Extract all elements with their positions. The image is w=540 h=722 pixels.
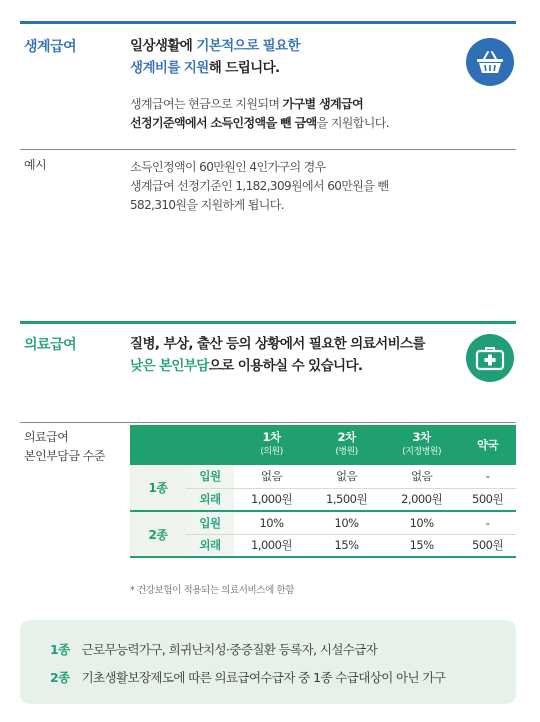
value-cell: 500원 [459, 534, 516, 557]
first-aid-kit-icon [466, 334, 514, 382]
table-header-cell: 3차 (지정병원) [384, 425, 459, 465]
table-header-grade [130, 425, 186, 465]
copay-note: * 건강보험이 적용되는 의료서비스에 한함 [130, 585, 295, 596]
value-cell: 10% [309, 511, 384, 534]
table-header-cell: 2차 (병원) [309, 425, 384, 465]
table-header-cell: 약국 [459, 425, 516, 465]
basket-icon [466, 38, 514, 86]
value-cell: 없음 [309, 465, 384, 488]
livelihood-headline: 일상생활에 기본적으로 필요한 생계비를 지원해 드립니다. [130, 38, 300, 76]
grade-definition-1: 1종 근로무능력가구, 희귀난치성·중증질환 등록자, 시설수급자 [50, 642, 378, 657]
grade-cell: 2종 [130, 511, 186, 557]
value-cell: 1,000원 [234, 534, 309, 557]
table-row [130, 465, 516, 488]
example-label: 예시 [24, 158, 47, 172]
section-divider-medical [20, 321, 516, 324]
type-cell: 외래 [186, 488, 234, 511]
value-cell: 없음 [384, 465, 459, 488]
value-cell: - [459, 465, 516, 488]
value-cell: 15% [384, 534, 459, 557]
value-cell: 1,000원 [234, 488, 309, 511]
section-title-livelihood: 생계급여 [24, 39, 77, 55]
value-cell: 10% [384, 511, 459, 534]
section-divider-livelihood [20, 21, 516, 24]
grade-cell: 1종 [130, 465, 186, 511]
value-cell: 1,500원 [309, 488, 384, 511]
section-title-medical: 의료급여 [24, 337, 77, 353]
medical-headline: 질병, 부상, 출산 등의 상황에서 필요한 의료서비스를 낮은 본인부담으로 이용하실 수 있습니다. [130, 336, 425, 374]
grade-definition-2: 2종 기초생활보장제도에 따른 의료급여수급자 중 1종 수급대상이 아닌 가구 [50, 670, 446, 685]
example-text: 소득인정액이 60만원인 4인가구의 경우 생계급여 선정기준인 1,182,309원에서 60만원을 뺀 582,310원을 지원하게 됩니다. [130, 160, 389, 212]
livelihood-description: 생계급여는 현금으로 지원되며 가구별 생계급여 선정기준액에서 소득인정액을 뺀 금액을 지원합니다. [130, 97, 389, 130]
copay-table [130, 425, 516, 558]
table-header-type [186, 425, 234, 465]
table-row [130, 534, 516, 557]
value-cell: 없음 [234, 465, 309, 488]
type-cell: 외래 [186, 534, 234, 557]
copay-label: 의료급여 본인부담금 수준 [24, 430, 105, 463]
value-cell: 10% [234, 511, 309, 534]
table-row [130, 511, 516, 534]
type-cell: 입원 [186, 511, 234, 534]
table-header-cell: 1차 (의원) [234, 425, 309, 465]
value-cell: 2,000원 [384, 488, 459, 511]
value-cell: - [459, 511, 516, 534]
copay-divider [20, 422, 516, 423]
value-cell: 15% [309, 534, 384, 557]
table-header-row [130, 425, 516, 465]
value-cell: 500원 [459, 488, 516, 511]
table-row [130, 488, 516, 511]
grade-definitions-box [20, 620, 516, 704]
type-cell: 입원 [186, 465, 234, 488]
example-divider [20, 149, 516, 150]
